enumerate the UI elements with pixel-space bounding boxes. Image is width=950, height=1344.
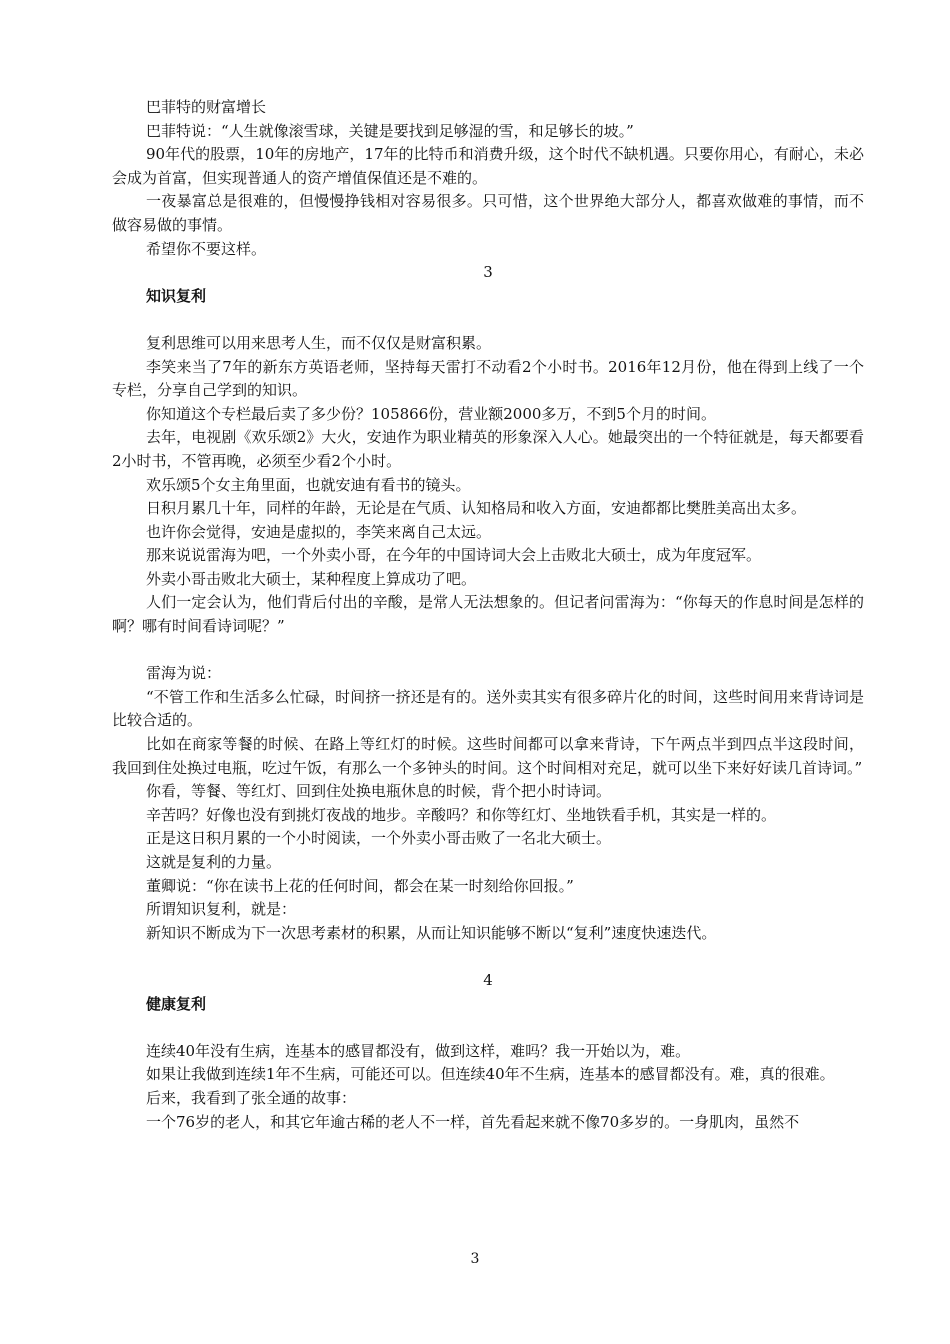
paragraph: 一个76岁的老人，和其它年逾古稀的老人不一样，首先看起来就不像70多岁的。一身肌肉，虽然不 [146,1112,800,1131]
paragraph: 雷海为说： [146,664,222,683]
paragraph: 连续40年没有生病，连基本的感冒都没有，做到这样，难吗？我一开始以为，难。 [146,1041,691,1060]
paragraph: 如果让我做到连续1年不生病，可能还可以。但连续40年不生病，连基本的感冒都没有。难，真的很难。 [146,1065,835,1084]
paragraph: 所谓知识复利，就是： [146,900,297,919]
paragraph: 复利思维可以用来思考人生，而不仅仅是财富积累。 [146,333,492,352]
paragraph: 也许你会觉得，安迪是虚拟的，李笑来离自己太远。 [146,522,492,541]
blank-line [112,945,864,969]
section-number: 3 [483,263,493,282]
paragraph: 这就是复利的力量。 [146,853,282,871]
paragraph: 新知识不断成为下一次思考素材的积累，从而让知识能够不断以“复利”速度快速迭代。 [146,923,717,942]
paragraph: 董卿说：“你在读书上花的任何时间，都会在某一时刻给你回报。” [146,876,574,895]
paragraph: 你知道这个专栏最后卖了多少份？105866份，营业额2000多万，不到5个月的时间。 [146,404,716,423]
paragraph: 那来说说雷海为吧，一个外卖小哥，在今年的中国诗词大会上击败北大硕士，成为年度冠军。 [146,546,762,565]
section-heading: 知识复利 [146,286,207,305]
paragraph: 李笑来当了7年的新东方英语老师，坚持每天雷打不动看2个小时书。2016年12月份，他在得到上线了一个专栏，分享自己学到的知识。 [112,357,864,400]
page-content [112,96,864,1134]
paragraph: 人们一定会认为，他们背后付出的辛酸，是常人无法想象的。但记者问雷海为：“你每天的作息时间是怎样的啊？哪有时间看诗词呢？” [112,593,864,636]
paragraph: “不管工作和生活多么忙碌，时间挤一挤还是有的。送外卖其实有很多碎片化的时间，这些时间用来背诗词是比较合适的。 [112,687,864,730]
paragraph: 一夜暴富总是很难的，但慢慢挣钱相对容易很多。只可惜，这个世界绝大部分人，都喜欢做难的事情，而不做容易做的事情。 [112,192,864,234]
page-number-footer: 3 [470,1251,480,1267]
paragraph: 比如在商家等餐的时候、在路上等红灯的时候。这些时间都可以拿来背诗，下午两点半到四点半这段时间，我回到住处换过电瓶，吃过午饭，有那么一个多钟头的时间。这个时间相对充足，就可以坐下来好好读几首诗词。” [112,735,864,777]
section-number: 4 [483,970,493,989]
paragraph: 巴菲特的财富增长 [146,98,267,116]
paragraph: 外卖小哥击败北大硕士，某种程度上算成功了吧。 [146,569,477,588]
paragraph: 正是这日积月累的一个小时阅读，一个外卖小哥击败了一名北大硕士。 [146,829,612,848]
paragraph: 90年代的股票，10年的房地产，17年的比特币和消费升级，这个时代不缺机遇。只要你用心，有耐心，未必会成为首富，但实现普通人的资产增值保值还是不难的。 [112,145,864,187]
paragraph: 后来，我看到了张全通的故事： [146,1088,357,1107]
blank-line [112,1016,864,1040]
blank-line [112,639,864,663]
paragraph: 希望你不要这样。 [146,239,267,258]
section-heading: 健康复利 [146,994,207,1013]
paragraph: 去年，电视剧《欢乐颂2》大火，安迪作为职业精英的形象深入人心。她最突出的一个特征就是，每天都要看2小时书，不管再晚，必须至少看2个小时。 [112,428,864,470]
paragraph: 你看，等餐、等红灯、回到住处换电瓶休息的时候，背个把小时诗词。 [146,782,612,801]
blank-line [112,308,864,332]
paragraph: 巴菲特说：“人生就像滚雪球，关键是要找到足够湿的雪，和足够长的坡。” [146,121,634,140]
paragraph: 辛苦吗？好像也没有到挑灯夜战的地步。辛酸吗？和你等红灯、坐地铁看手机，其实是一样的。 [146,805,777,824]
paragraph: 日积月累几十年，同样的年龄，无论是在气质、认知格局和收入方面，安迪都都比樊胜美高出太多。 [146,499,807,518]
paragraph: 欢乐颂5个女主角里面，也就安迪有看书的镜头。 [146,475,471,494]
